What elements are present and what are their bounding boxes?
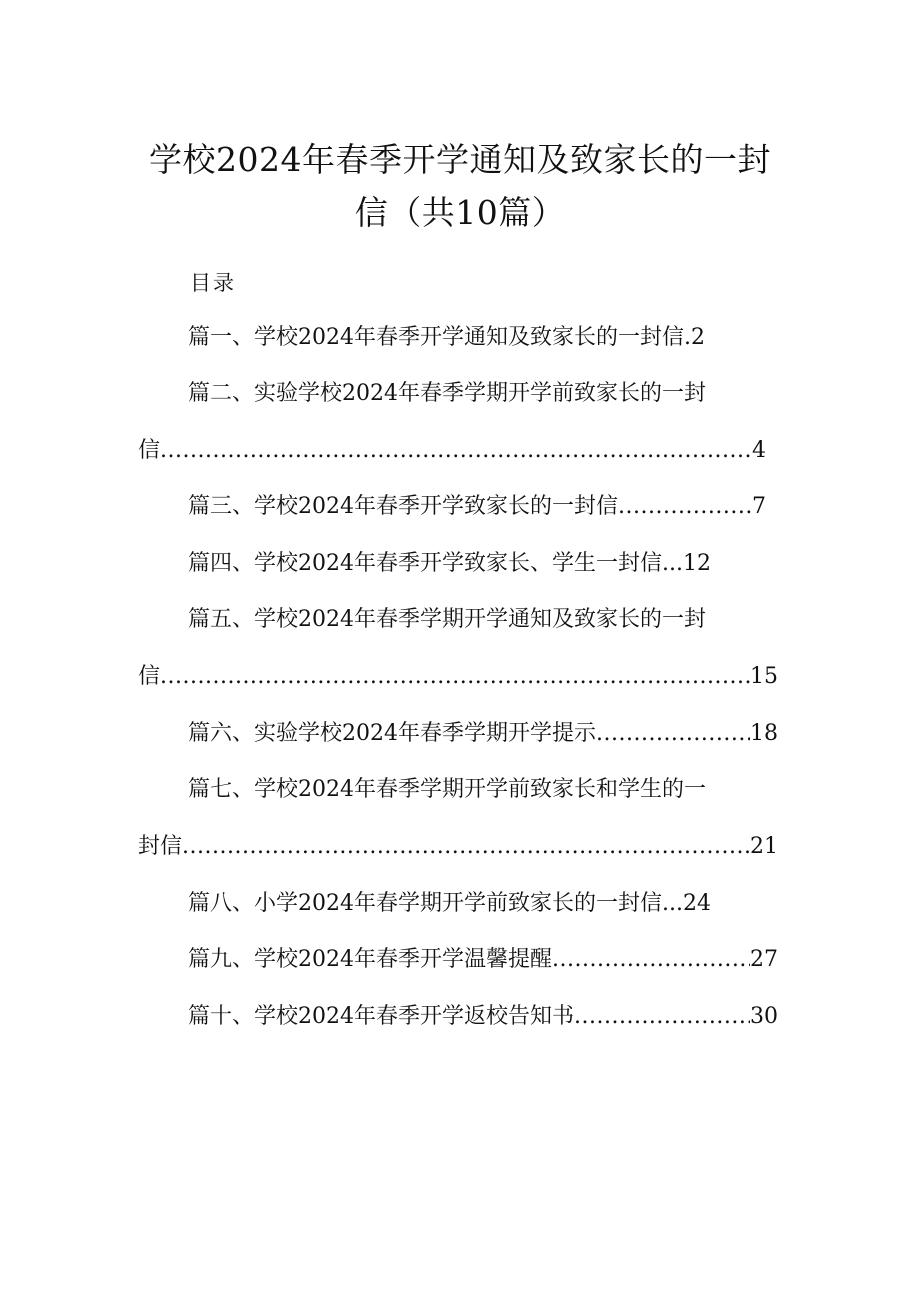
toc-heading: 目录 (190, 271, 236, 295)
toc-entry-text: 信 (138, 438, 161, 463)
toc-entry-3[interactable] (188, 491, 766, 523)
toc-entry-page: 24 (682, 891, 711, 916)
toc-leader-dots (160, 435, 752, 467)
toc-entry-text: 封信 (138, 834, 183, 859)
toc-entry-7-line-2[interactable] (138, 831, 778, 863)
toc-leader-dots (618, 491, 752, 523)
toc-entry-8[interactable] (188, 888, 733, 920)
toc-entry-5-line-1[interactable] (188, 604, 748, 636)
toc-entry-5-line-2[interactable] (138, 661, 778, 693)
toc-leader-dots (182, 831, 750, 863)
toc-entry-page: 7 (752, 494, 766, 519)
toc-entry-text: 篇十、学校2024年春季开学返校告知书 (188, 1004, 574, 1029)
toc-entry-page: 4 (752, 438, 766, 463)
toc-entry-page: 18 (750, 721, 778, 746)
toc-entry-page: 27 (750, 947, 778, 972)
document-title-line-2: 信（共10篇） (354, 193, 566, 232)
toc-entry-page: 30 (750, 1004, 778, 1029)
toc-entry-2-line-1[interactable] (188, 378, 748, 410)
toc-entry-9[interactable] (188, 944, 778, 976)
toc-leader-dots (574, 1001, 750, 1033)
toc-entry-page: 12 (682, 551, 711, 576)
toc-entry-page: 15 (750, 664, 778, 689)
toc-leader-dots (596, 718, 750, 750)
toc-entry-1[interactable] (188, 322, 731, 354)
toc-entry-text: 篇四、学校2024年春季开学致家长、学生一封信... (188, 551, 683, 576)
toc-entry-10[interactable] (188, 1001, 778, 1033)
toc-entry-text: 篇一、学校2024年春季开学通知及致家长的一封信. (188, 325, 691, 350)
toc-entry-text: 篇五、学校2024年春季学期开学通知及致家长的一封 (188, 607, 706, 632)
toc-entry-text: 篇七、学校2024年春季学期开学前致家长和学生的一 (188, 777, 706, 802)
toc-entry-page: 21 (750, 834, 778, 859)
document-title-line-1: 学校2024年春季开学通知及致家长的一封 (149, 140, 771, 179)
toc-entry-text: 篇六、实验学校2024年春季学期开学提示 (188, 721, 596, 746)
toc-entry-page: 2 (690, 325, 705, 350)
toc-leader-dots (552, 944, 750, 976)
toc-entry-4[interactable] (188, 548, 733, 580)
toc-entry-text: 信 (138, 664, 161, 689)
toc-entry-text: 篇八、小学2024年春学期开学前致家长的一封信... (188, 891, 683, 916)
toc-entry-text: 篇二、实验学校2024年春季学期开学前致家长的一封 (188, 381, 706, 406)
toc-entry-text: 篇三、学校2024年春季开学致家长的一封信 (188, 494, 618, 519)
toc-leader-dots (160, 661, 750, 693)
toc-entry-text: 篇九、学校2024年春季开学温馨提醒 (188, 947, 552, 972)
toc-entry-7-line-1[interactable] (188, 774, 748, 806)
toc-entry-2-line-2[interactable] (138, 435, 766, 467)
toc-entry-6[interactable] (188, 718, 778, 750)
